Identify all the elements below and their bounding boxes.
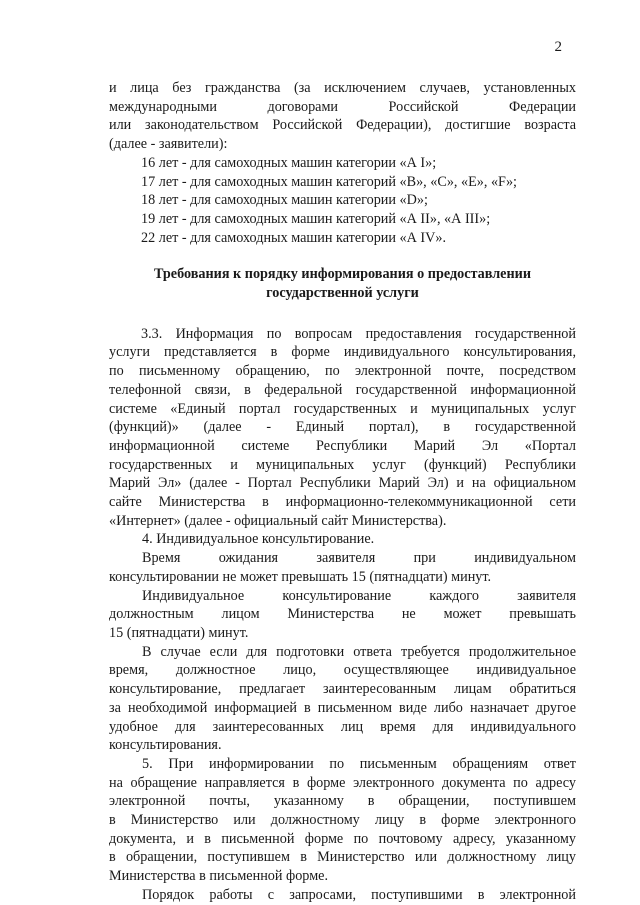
text-line: 4. Индивидуальное консультирование.: [142, 531, 375, 548]
text-line: консультирования.: [109, 737, 222, 754]
text-line: государственных и муниципальных услуг (функций) Республики: [109, 456, 576, 473]
list-item: 22 лет - для самоходных машин категории «А IV».: [141, 229, 447, 246]
list-item: 18 лет - для самоходных машин категории «D»;: [141, 192, 428, 209]
list-item: 19 лет - для самоходных машин категорий «А II», «А III»;: [141, 210, 491, 227]
text-line: на обращение направляется в форме электронного документа по адресу: [109, 774, 576, 791]
text-line: или законодательством Российской Федерации), достигшие возраста: [109, 117, 576, 134]
paragraph-individual: [109, 587, 576, 643]
text-line: документа, и в письменной форме по почтовому адресу, указанному: [109, 830, 576, 847]
text-line: В случае если для подготовки ответа требуется продолжительное: [142, 643, 576, 660]
text-line: телефонной связи, в федеральной государственной информационной: [109, 381, 576, 398]
text-line: Порядок работы с запросами, поступившими в электронной: [142, 886, 576, 903]
text-line: удобное для заинтересованных лиц время для индивидуального: [109, 718, 576, 735]
list-item: 16 лет - для самоходных машин категории «А I»;: [141, 154, 437, 171]
section-heading: [109, 265, 576, 302]
text-line: Время ожидания заявителя при индивидуальном: [142, 550, 576, 567]
text-line: в обращении, поступившем в Министерство или должностному лицу: [109, 849, 576, 866]
text-line: информационной системе Республики Марий Эл «Портал: [109, 437, 576, 454]
list-item: 17 лет - для самоходных машин категорий «В», «С», «Е», «F»;: [141, 173, 517, 190]
text-line: Министерства в письменной форме.: [109, 868, 329, 885]
text-line: 5. При информировании по письменным обращениям ответ: [142, 755, 576, 772]
text-line: международными договорами Российской Федерации: [109, 98, 576, 115]
text-line: системе «Единый портал государственных и муниципальных услуг: [109, 400, 576, 417]
page-number: 2: [554, 39, 562, 55]
paragraph-3-3: [109, 325, 576, 531]
text-line: сайте Министерства в информационно-телекоммуникационной сети: [109, 494, 576, 511]
text-line: услуги представляется в форме индивидуального консультирования,: [109, 344, 576, 361]
intro-paragraph: [109, 79, 576, 154]
text-line: консультировании не может превышать 15 (пятнадцати) минут.: [109, 568, 492, 585]
paragraph-wait-time: [109, 549, 576, 586]
heading-line: Требования к порядку информирования о предоставлении: [153, 266, 532, 283]
text-line: 3.3. Информация по вопросам предоставления государственной: [141, 325, 576, 342]
text-line: Марий Эл» (далее - Портал Республики Марий Эл) и на официальном: [109, 475, 576, 492]
text-line: электронной почты, указанному в обращении, поступившем: [109, 793, 576, 810]
text-line: Индивидуальное консультирование каждого заявителя: [142, 587, 576, 604]
text-line: по письменному обращению, по электронной почте, посредством: [109, 363, 576, 380]
text-line: в Министерство или должностному лицу в форме электронного: [109, 812, 576, 829]
paragraph-4: [109, 530, 576, 549]
text-line: (функций)» (далее - Единый портал), в государственной: [109, 419, 576, 436]
text-line: консультирование, предлагает заинтересованным лицам обратиться: [109, 681, 576, 698]
paragraph-case: [109, 643, 576, 755]
text-line: за необходимой информацией в письменном виде либо назначает другое: [109, 699, 576, 716]
heading-line: государственной услуги: [266, 285, 419, 302]
paragraph-order: [109, 886, 576, 905]
text-line: 15 (пятнадцати) минут.: [109, 624, 249, 641]
age-list: [109, 154, 576, 248]
text-line: «Интернет» (далее - официальный сайт Министерства).: [109, 512, 447, 529]
document-body: [109, 79, 576, 905]
paragraph-5: [109, 755, 576, 886]
text-line: и лица без гражданства (за исключением случаев, установленных: [109, 80, 576, 96]
text-line: время, должностное лицо, осуществляющее индивидуальное: [109, 662, 576, 679]
text-line: (далее - заявители):: [109, 136, 228, 153]
text-line: должностным лицом Министерства не может превышать: [109, 606, 576, 623]
